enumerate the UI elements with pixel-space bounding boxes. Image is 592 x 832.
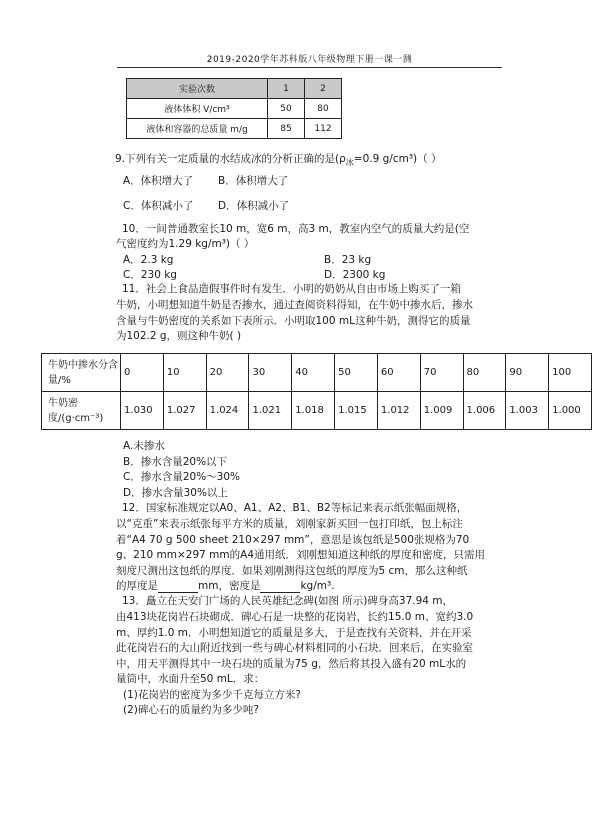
- rho-symbol: ρ: [339, 153, 346, 165]
- q12-text: kg/m³.: [300, 580, 335, 592]
- q13-line: 中，用天平测得其中一块石块的质量为75 g，然后将其投入盛有20 mL水的: [116, 658, 467, 670]
- table-row: [127, 119, 342, 139]
- q11-line: 含量与牛奶密度的关系如下表所示．小明取100 mL这种牛奶，测得它的质量: [116, 315, 471, 327]
- q10-option-a: A．2.3 kg: [123, 254, 174, 266]
- q12-line: g、210 mm×297 mm的A4通用纸．刘刚想知道这种纸的厚度和密度，只需用: [116, 549, 485, 561]
- table-cell: 1.006: [463, 392, 506, 430]
- answer-blank[interactable]: [158, 580, 198, 593]
- table-cell: 1: [268, 79, 305, 99]
- q9-stem-a: 9.下列有关一定质量的水结成冰的分析正确的是(: [115, 153, 340, 165]
- q11-option-d: D．掺水含量30%以上: [123, 487, 228, 499]
- table-cell: 50: [335, 354, 378, 392]
- table-row: [42, 392, 592, 430]
- q9-option-b: B．体积增大了: [218, 175, 289, 187]
- table-row: [127, 79, 342, 99]
- q9-option-a: A．体积增大了: [123, 175, 194, 187]
- table-cell: 实验次数: [127, 79, 268, 99]
- table-cell: 20: [206, 354, 249, 392]
- experiment-table: [126, 78, 342, 139]
- answer-blank[interactable]: [260, 580, 300, 593]
- table-cell: 1.012: [377, 392, 420, 430]
- q13-line: 13．矗立在天安门广场的人民英雄纪念碑(如图 所示)碑身高37.94 m，: [122, 595, 454, 607]
- page-header: 2019-2020学年苏科版八年级物理下册一课一测: [117, 52, 502, 68]
- q12-text: 的厚度是: [116, 580, 158, 592]
- table-cell: 70: [420, 354, 463, 392]
- rho-subscript: 冰: [345, 158, 354, 168]
- q11-option-a: A.未掺水: [123, 440, 165, 452]
- table-cell: 112: [305, 119, 342, 139]
- q13-line: 由413块花岗岩石块砌成．碑心石是一块整的花岗岩，长约15.0 m、宽约3.0: [116, 611, 474, 623]
- q13-subquestion: (1)花岗岩的密度为多少千克每立方米?: [123, 689, 301, 701]
- table-cell: 1.009: [420, 392, 463, 430]
- table-row: [127, 99, 342, 119]
- table-cell: 50: [268, 99, 305, 119]
- q13-line: 量筒中，水面升至50 mL．求：: [116, 673, 265, 685]
- q13-subquestion: (2)碑心石的质量约为多少吨?: [123, 704, 259, 716]
- q12-line: 刻度尺测出这包纸的厚度．如果刘刚测得这包纸的厚度为5 cm，那么这种纸: [116, 565, 468, 577]
- q10-option-b: B．23 kg: [324, 254, 372, 266]
- table-cell: 1.027: [163, 392, 206, 430]
- table-cell: 液体和容器的总质量 m/g: [127, 119, 268, 139]
- table-cell: 80: [305, 99, 342, 119]
- table-cell: 1.018: [292, 392, 335, 430]
- table-cell: 液体体积 V/cm³: [127, 99, 268, 119]
- table-cell: 80: [463, 354, 506, 392]
- table-cell: 60: [377, 354, 420, 392]
- q12-line: 以“克重”来表示纸张每平方米的质量，刘刚家新买回一包打印纸，包上标注: [116, 518, 463, 530]
- table-header-cell: 牛奶中掺水分含量/%: [42, 354, 121, 392]
- table-cell: 1.021: [249, 392, 292, 430]
- q11-option-c: C．掺水含量20%～30%: [123, 471, 241, 483]
- table-cell: 30: [249, 354, 292, 392]
- table-cell: 1.003: [506, 392, 549, 430]
- q9-stem: [115, 151, 441, 168]
- q11-line: 为102.2 g，则这种牛奶( ): [116, 330, 242, 342]
- q12-line: 12．国家标准规定以A0、A1、A2、B1、B2等标记来表示纸张幅面规格，: [122, 502, 468, 514]
- table-cell: 1.015: [335, 392, 378, 430]
- table-cell: 10: [163, 354, 206, 392]
- q9-option-d: D．体积减小了: [218, 200, 290, 212]
- table-header-cell: 牛奶密度/(g·cm⁻³): [42, 392, 121, 430]
- q13-line: m、厚约1.0 m．小明想知道它的质量是多大，于是查找有关资料，并在开采: [116, 627, 472, 639]
- q10-line: 气密度约为1.29 kg/m³)（ ）: [116, 238, 255, 250]
- q9-stem-b: =0.9 g/cm³)（ ）: [353, 153, 442, 165]
- q9-option-c: C．体积减小了: [123, 200, 194, 212]
- table-cell: 1.024: [206, 392, 249, 430]
- table-cell: 40: [292, 354, 335, 392]
- q12-last-line: [116, 578, 335, 593]
- table-cell: 1.000: [549, 392, 592, 430]
- table-cell: 100: [549, 354, 592, 392]
- table-cell: 85: [268, 119, 305, 139]
- q10-line: 10．一间普通教室长10 m，宽6 m，高3 m，教室内空气的质量大约是(空: [122, 223, 470, 235]
- table-cell: 1.030: [121, 392, 164, 430]
- q11-option-b: B．掺水含量20%以下: [123, 456, 228, 468]
- table-cell: 0: [121, 354, 164, 392]
- milk-density-table: [41, 353, 592, 430]
- q12-line: 着“A4 70 g 500 sheet 210×297 mm”，意思是该包纸是500张规格为70: [116, 534, 470, 546]
- table-row: [42, 354, 592, 392]
- q13-line: 此花岗岩石的大山附近找到一些与碑心材料相同的小石块．回来后，在实验室: [116, 642, 473, 654]
- table-cell: 90: [506, 354, 549, 392]
- q10-option-c: C．230 kg: [123, 269, 177, 281]
- q10-option-d: D．2300 kg: [324, 269, 386, 281]
- q11-line: 11．社会上食品造假事件时有发生．小明的奶奶从自由市场上购买了一箱: [122, 283, 461, 295]
- q12-text: mm，密度是: [198, 580, 261, 592]
- q11-line: 牛奶，小明想知道牛奶是否掺水，通过查阅资料得知，在牛奶中掺水后，掺水: [116, 299, 473, 311]
- table-cell: 2: [305, 79, 342, 99]
